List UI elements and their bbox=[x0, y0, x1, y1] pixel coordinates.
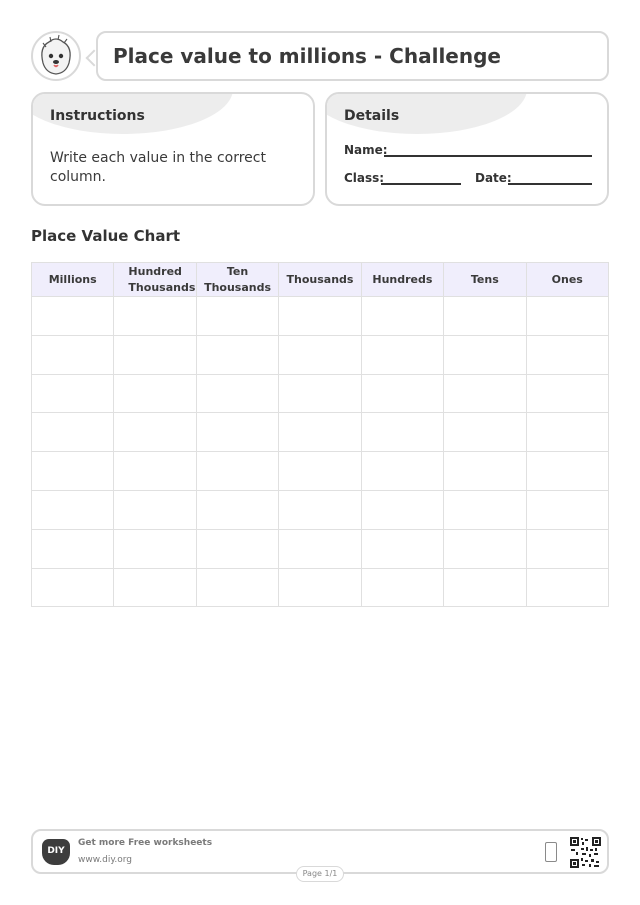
table-cell[interactable] bbox=[114, 413, 196, 452]
instructions-text: Write each value in the correct column. bbox=[50, 150, 266, 185]
column-header-millions: Millions bbox=[32, 263, 114, 297]
table-cell[interactable] bbox=[32, 335, 114, 374]
table-cell[interactable] bbox=[526, 452, 608, 491]
table-cell[interactable] bbox=[526, 490, 608, 529]
mascot-icon bbox=[33, 33, 79, 79]
table-cell[interactable] bbox=[114, 335, 196, 374]
table-cell[interactable] bbox=[196, 374, 278, 413]
table-cell[interactable] bbox=[444, 452, 526, 491]
table-cell[interactable] bbox=[444, 568, 526, 607]
footer-promo: Get more Free worksheets bbox=[78, 838, 213, 848]
table-row bbox=[32, 452, 609, 491]
column-header-tens: Tens bbox=[444, 263, 526, 297]
table-cell[interactable] bbox=[196, 568, 278, 607]
table-row bbox=[32, 490, 609, 529]
details-card bbox=[325, 92, 609, 206]
chart-heading: Place Value Chart bbox=[31, 227, 181, 245]
qr-code-icon bbox=[570, 837, 601, 868]
table-cell[interactable] bbox=[361, 374, 443, 413]
column-header-ten-thousands: Ten Thousands bbox=[196, 263, 278, 297]
table-row bbox=[32, 529, 609, 568]
table-cell[interactable] bbox=[361, 490, 443, 529]
name-label: Name: bbox=[344, 143, 388, 157]
table-cell[interactable] bbox=[526, 335, 608, 374]
table-cell[interactable] bbox=[361, 297, 443, 336]
mascot-avatar bbox=[31, 31, 81, 81]
table-cell[interactable] bbox=[279, 413, 361, 452]
table-cell[interactable] bbox=[279, 374, 361, 413]
table-cell[interactable] bbox=[361, 413, 443, 452]
table-header-row bbox=[32, 263, 609, 297]
table-cell[interactable] bbox=[32, 529, 114, 568]
table-cell[interactable] bbox=[196, 452, 278, 491]
table-cell[interactable] bbox=[114, 529, 196, 568]
table-cell[interactable] bbox=[361, 529, 443, 568]
table-row bbox=[32, 335, 609, 374]
title-bubble bbox=[96, 31, 609, 81]
table-row bbox=[32, 297, 609, 336]
details-heading: Details bbox=[344, 108, 400, 124]
table-cell[interactable] bbox=[279, 335, 361, 374]
footer-url[interactable]: www.diy.org bbox=[78, 855, 132, 865]
column-header-hundred-thousands: Hundred Thousands bbox=[114, 263, 196, 297]
table-cell[interactable] bbox=[114, 297, 196, 336]
table-cell[interactable] bbox=[444, 335, 526, 374]
table-cell[interactable] bbox=[444, 490, 526, 529]
instructions-card bbox=[31, 92, 315, 206]
table-cell[interactable] bbox=[32, 297, 114, 336]
table-row bbox=[32, 568, 609, 607]
table-row bbox=[32, 374, 609, 413]
table-cell[interactable] bbox=[32, 413, 114, 452]
table-cell[interactable] bbox=[196, 297, 278, 336]
table-cell[interactable] bbox=[279, 297, 361, 336]
table-cell[interactable] bbox=[196, 529, 278, 568]
table-cell[interactable] bbox=[32, 452, 114, 491]
class-label: Class: bbox=[344, 171, 385, 185]
date-label: Date: bbox=[475, 171, 512, 185]
table-cell[interactable] bbox=[32, 374, 114, 413]
diy-logo bbox=[42, 839, 70, 865]
table-cell[interactable] bbox=[114, 490, 196, 529]
date-field[interactable] bbox=[508, 183, 592, 185]
table-cell[interactable] bbox=[444, 413, 526, 452]
table-cell[interactable] bbox=[526, 568, 608, 607]
place-value-table bbox=[31, 262, 609, 607]
page-title: Place value to millions - Challenge bbox=[113, 44, 501, 68]
column-header-ones: Ones bbox=[526, 263, 608, 297]
table-cell[interactable] bbox=[196, 490, 278, 529]
phone-icon bbox=[545, 842, 557, 862]
table-cell[interactable] bbox=[196, 335, 278, 374]
class-field[interactable] bbox=[381, 183, 461, 185]
table-cell[interactable] bbox=[361, 568, 443, 607]
instructions-heading: Instructions bbox=[50, 108, 145, 124]
table-cell[interactable] bbox=[279, 529, 361, 568]
table-cell[interactable] bbox=[114, 374, 196, 413]
table-cell[interactable] bbox=[526, 413, 608, 452]
name-field[interactable] bbox=[384, 155, 592, 157]
table-cell[interactable] bbox=[444, 374, 526, 413]
table-cell[interactable] bbox=[361, 452, 443, 491]
table-row bbox=[32, 413, 609, 452]
table-cell[interactable] bbox=[114, 568, 196, 607]
table-cell[interactable] bbox=[444, 529, 526, 568]
table-cell[interactable] bbox=[361, 335, 443, 374]
table-cell[interactable] bbox=[444, 297, 526, 336]
table-cell[interactable] bbox=[32, 490, 114, 529]
table-cell[interactable] bbox=[279, 568, 361, 607]
table-cell[interactable] bbox=[114, 452, 196, 491]
table-cell[interactable] bbox=[526, 374, 608, 413]
logo-text: DIY bbox=[47, 846, 65, 856]
table-cell[interactable] bbox=[279, 452, 361, 491]
table-cell[interactable] bbox=[279, 490, 361, 529]
table-cell[interactable] bbox=[526, 529, 608, 568]
page-indicator: Page 1/1 bbox=[296, 866, 344, 882]
table-cell[interactable] bbox=[526, 297, 608, 336]
table-cell[interactable] bbox=[196, 413, 278, 452]
column-header-thousands: Thousands bbox=[279, 263, 361, 297]
table-cell[interactable] bbox=[32, 568, 114, 607]
column-header-hundreds: Hundreds bbox=[361, 263, 443, 297]
